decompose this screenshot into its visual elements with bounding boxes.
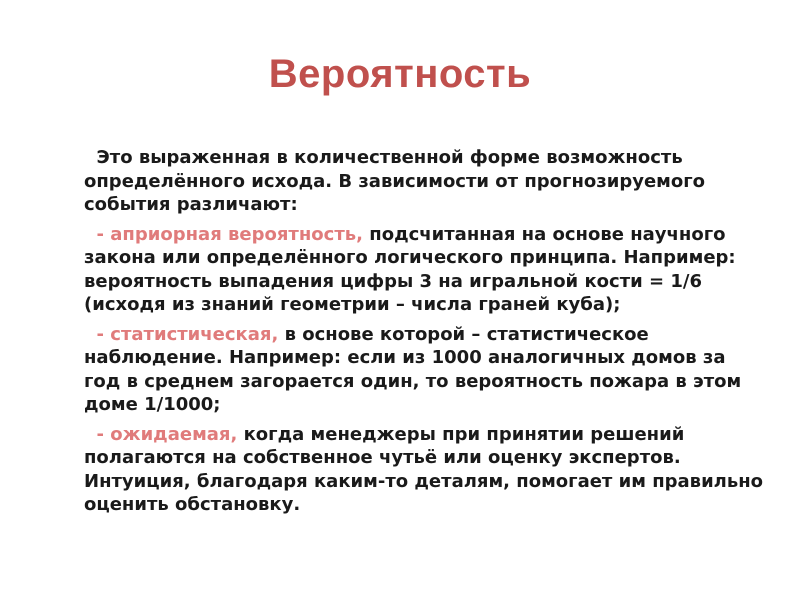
item-statistical-text: в основе которой – статистическое наблюдение. Например: если из 1000 аналогичных домов за год в среднем загорается один, то вероятность пожара в этом доме 1/1000; <box>84 323 748 415</box>
item-expected <box>84 423 770 517</box>
item-statistical-lead: - статистическая, <box>84 323 279 345</box>
item-apriori-lead: - априорная вероятность, <box>84 223 363 245</box>
item-expected-text: когда менеджеры при принятии решений полагаются на собственное чутьё или оценку экспертов. Интуиция, благодаря каким-то деталям, помогает им правильно оценить обстановку. <box>84 423 770 515</box>
item-apriori <box>84 223 764 317</box>
slide-title: Вероятность <box>268 52 532 96</box>
item-expected-lead: - ожидаемая, <box>84 423 238 445</box>
slide-body <box>84 146 770 523</box>
intro-paragraph: Это выраженная в количественной форме возможность определённого исхода. В зависимости от прогнозируемого события различают: <box>84 147 712 215</box>
item-apriori-text: подсчитанная на основе научного закона или определённого логического принципа. Например: вероятность выпадения цифры 3 на игральной кости = 1/6 (исходя из знаний геометрии – числа граней куба); <box>84 223 742 315</box>
item-statistical <box>84 323 764 417</box>
